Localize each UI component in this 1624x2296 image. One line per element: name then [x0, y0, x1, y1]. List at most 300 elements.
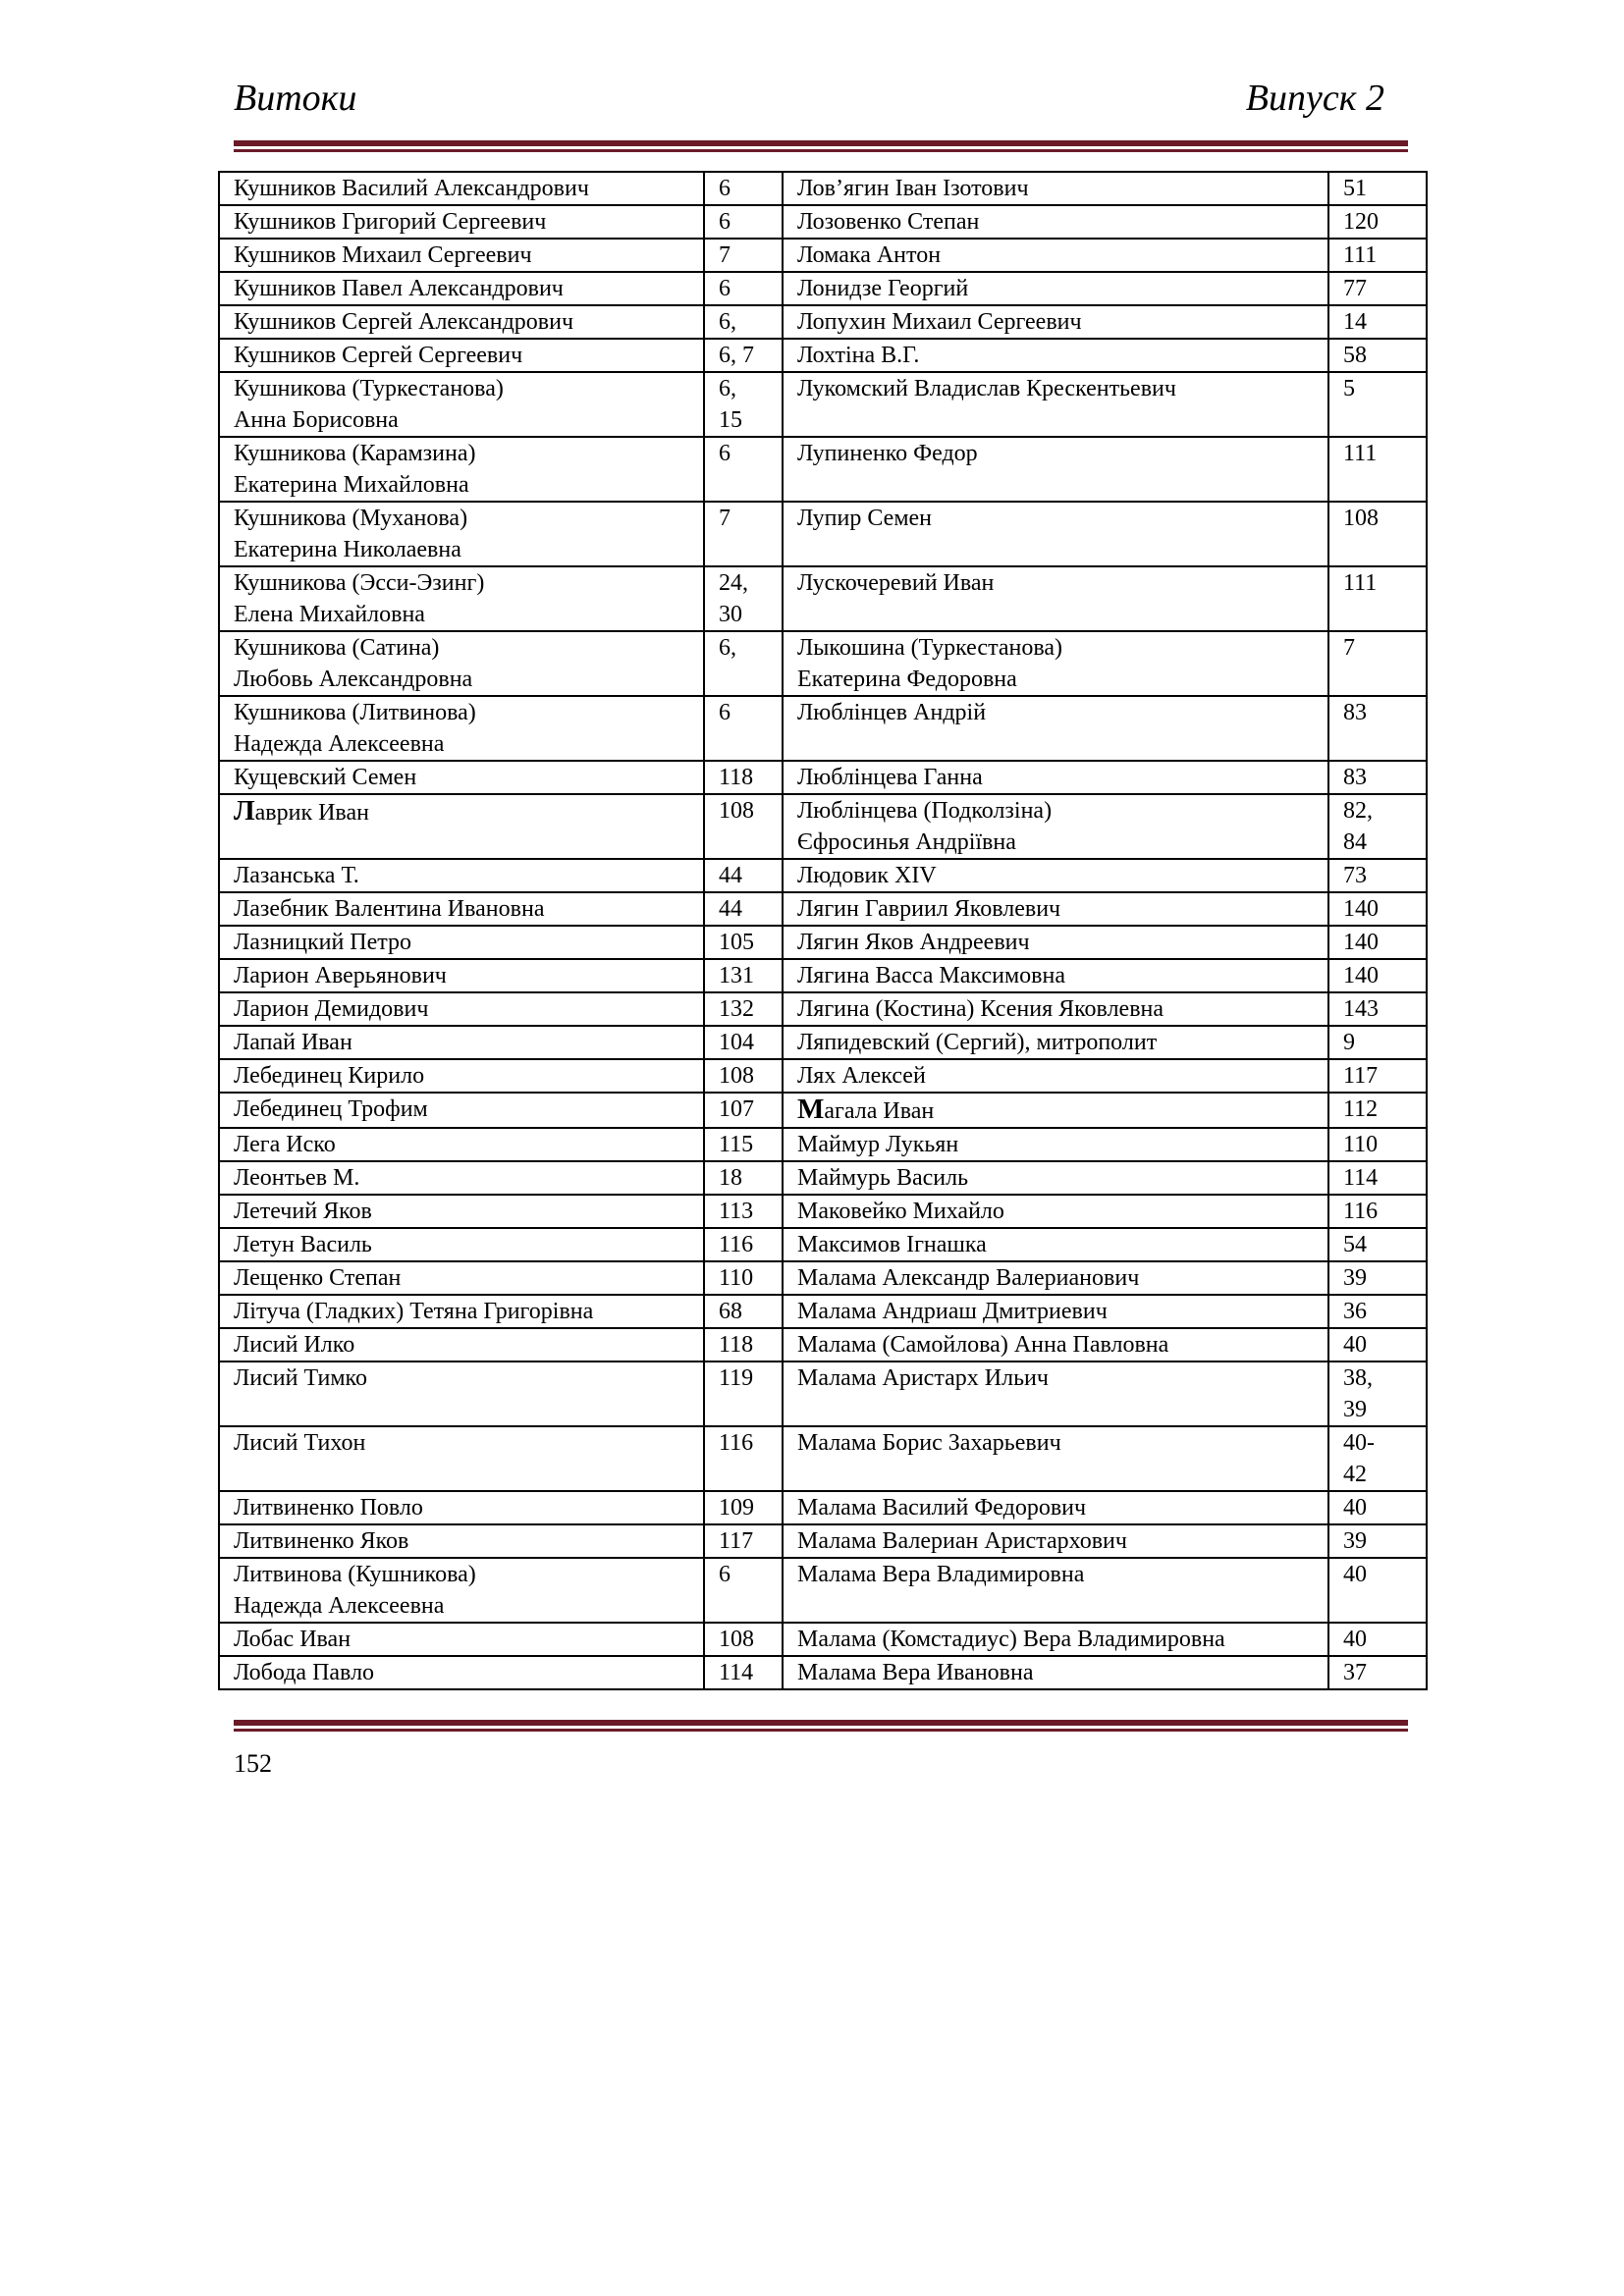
index-entry-pages	[1328, 1093, 1427, 1128]
index-entry-pages	[704, 1295, 783, 1328]
index-entry-name	[219, 892, 704, 926]
cell-text: Людовик XIV	[797, 863, 937, 888]
cell-text: Литвинова (Кушникова) Надежда Алексеевна	[234, 1562, 476, 1619]
cell-text: Лобас Иван	[234, 1627, 352, 1652]
index-entry-name	[783, 172, 1328, 205]
index-entry-name	[783, 1623, 1328, 1656]
table-row	[219, 1093, 1427, 1128]
cell-text: Лях Алексей	[797, 1063, 926, 1089]
index-entry-pages	[1328, 1261, 1427, 1295]
cell-text: Ларион Демидович	[234, 996, 429, 1022]
cell-text: Маковейко Михайло	[797, 1199, 1004, 1224]
index-entry-pages	[704, 1656, 783, 1689]
cell-text: 24, 30	[719, 570, 748, 627]
index-entry-pages	[1328, 1491, 1427, 1524]
index-entry-name	[783, 1161, 1328, 1195]
table-row	[219, 761, 1427, 794]
index-entry-name	[219, 272, 704, 305]
cell-text: 108	[719, 798, 754, 824]
index-entry-name	[783, 1228, 1328, 1261]
cell-text: 140	[1343, 963, 1379, 988]
index-entry-name	[219, 1295, 704, 1328]
index-entry-pages	[1328, 1558, 1427, 1623]
table-row	[219, 305, 1427, 339]
index-entry-name	[219, 502, 704, 566]
cell-text: 6	[719, 1562, 731, 1587]
cell-text: 6,	[719, 309, 736, 335]
index-entry-name	[219, 1656, 704, 1689]
cell-text: 132	[719, 996, 754, 1022]
index-entry-name	[783, 1558, 1328, 1623]
cell-text: 112	[1343, 1096, 1379, 1122]
index-entry-pages	[1328, 794, 1427, 859]
index-entry-pages	[704, 1093, 783, 1128]
cell-text: Лонидзе Георгий	[797, 276, 969, 301]
table-row	[219, 794, 1427, 859]
index-entry-name	[783, 205, 1328, 239]
index-entry-pages	[1328, 566, 1427, 631]
index-entry-pages	[1328, 959, 1427, 992]
index-entry-name	[783, 1026, 1328, 1059]
cell-text: 108	[719, 1627, 754, 1652]
table-row	[219, 892, 1427, 926]
index-entry-name	[783, 1491, 1328, 1524]
table-row	[219, 1026, 1427, 1059]
index-entry-pages	[1328, 1026, 1427, 1059]
cell-text: 40	[1343, 1332, 1367, 1358]
table-row	[219, 1558, 1427, 1623]
cell-text: 39	[1343, 1528, 1367, 1554]
index-entry-pages	[1328, 1195, 1427, 1228]
cell-text: 114	[719, 1660, 754, 1685]
cell-text: Малама Вера Ивановна	[797, 1660, 1034, 1685]
page-number: 152	[234, 1749, 272, 1778]
cell-text: Кушников Михаил Сергеевич	[234, 242, 532, 268]
cell-text: 7	[1343, 635, 1355, 661]
index-entry-name	[783, 761, 1328, 794]
index-entry-pages	[1328, 1161, 1427, 1195]
cell-text: Малама Валериан Аристархович	[797, 1528, 1127, 1554]
cell-text: Маймурь Василь	[797, 1165, 969, 1191]
cell-text: Лохтіна В.Г.	[797, 343, 920, 368]
cell-text: Кушников Сергей Александрович	[234, 309, 574, 335]
cell-text: 36	[1343, 1299, 1367, 1324]
cell-text: 40- 42	[1343, 1430, 1375, 1487]
name-index-table	[218, 171, 1428, 1690]
cell-text: 110	[719, 1265, 754, 1291]
cell-text: 115	[719, 1132, 754, 1157]
cell-text: 68	[719, 1299, 742, 1324]
cell-text: аврик Иван	[254, 800, 369, 826]
cell-text: Люблінцева (Подколзіна) Єфросинья Андріївна	[797, 798, 1053, 855]
cell-text: Кушникова (Муханова) Екатерина Николаевна	[234, 506, 468, 562]
index-entry-pages	[704, 1623, 783, 1656]
cell-text: Лапай Иван	[234, 1030, 352, 1055]
index-entry-name	[219, 631, 704, 696]
cell-text: Кушников Василий Александрович	[234, 176, 589, 201]
index-entry-pages	[704, 1228, 783, 1261]
cell-text: 82, 84	[1343, 798, 1373, 855]
header-divider	[234, 140, 1408, 152]
cell-text: Лебединец Кирило	[234, 1063, 425, 1089]
index-entry-name	[219, 205, 704, 239]
index-entry-pages	[704, 1524, 783, 1558]
index-entry-pages	[704, 696, 783, 761]
index-entry-pages	[1328, 239, 1427, 272]
index-entry-name	[219, 1161, 704, 1195]
running-header-title: Витоки	[234, 78, 357, 119]
index-entry-name	[783, 992, 1328, 1026]
table-row	[219, 1161, 1427, 1195]
index-entry-pages	[704, 631, 783, 696]
cell-text: Лещенко Степан	[234, 1265, 402, 1291]
index-entry-pages	[704, 1558, 783, 1623]
cell-text: 118	[719, 765, 754, 790]
cell-text: 9	[1343, 1030, 1355, 1055]
section-initial-letter: Л	[234, 795, 255, 827]
table-row	[219, 859, 1427, 892]
table-row	[219, 1128, 1427, 1161]
cell-text: 111	[1343, 441, 1378, 466]
cell-text: Кущевский Семен	[234, 765, 417, 790]
cell-text: Лега Иско	[234, 1132, 336, 1157]
index-entry-name	[219, 1524, 704, 1558]
cell-text: 108	[1343, 506, 1379, 531]
table-row	[219, 1059, 1427, 1093]
cell-text: Лукомский Владислав Крескентьевич	[797, 376, 1176, 401]
index-entry-name	[219, 926, 704, 959]
cell-text: Ляпидевский (Сергий), митрополит	[797, 1030, 1158, 1055]
cell-text: Кушников Павел Александрович	[234, 276, 564, 301]
table-row	[219, 1195, 1427, 1228]
cell-text: Лопухин Михаил Сергеевич	[797, 309, 1082, 335]
cell-text: Малама (Комстадиус) Вера Владимировна	[797, 1627, 1225, 1652]
cell-text: 105	[719, 930, 754, 955]
running-header-issue: Випуск 2	[1245, 78, 1384, 119]
cell-text: Лупиненко Федор	[797, 441, 978, 466]
cell-text: 109	[719, 1495, 754, 1521]
index-entry-name	[219, 1426, 704, 1491]
index-entry-pages	[704, 1026, 783, 1059]
cell-text: Літуча (Гладких) Тетяна Григорівна	[234, 1299, 594, 1324]
cell-text: агала Иван	[824, 1098, 935, 1124]
index-entry-pages	[704, 1195, 783, 1228]
index-entry-pages	[704, 502, 783, 566]
index-entry-pages	[704, 761, 783, 794]
index-entry-name	[783, 502, 1328, 566]
index-entry-pages	[1328, 1426, 1427, 1491]
index-entry-name	[783, 239, 1328, 272]
cell-text: Лобода Павло	[234, 1660, 375, 1685]
cell-text: 37	[1343, 1660, 1367, 1685]
table-row	[219, 1524, 1427, 1558]
table-row	[219, 1426, 1427, 1491]
cell-text: Максимов Ігнашка	[797, 1232, 987, 1257]
index-entry-name	[783, 1426, 1328, 1491]
cell-text: 113	[719, 1199, 754, 1224]
index-entry-pages	[1328, 892, 1427, 926]
index-entry-pages	[704, 1328, 783, 1362]
table-row	[219, 239, 1427, 272]
index-entry-name	[219, 1093, 704, 1128]
index-entry-pages	[704, 1261, 783, 1295]
index-entry-pages	[1328, 1623, 1427, 1656]
cell-text: 39	[1343, 1265, 1367, 1291]
cell-text: 131	[719, 963, 754, 988]
index-entry-pages	[1328, 305, 1427, 339]
cell-text: 73	[1343, 863, 1367, 888]
index-entry-pages	[1328, 339, 1427, 372]
index-entry-name	[219, 1195, 704, 1228]
cell-text: Лазанська Т.	[234, 863, 359, 888]
index-entry-pages	[1328, 205, 1427, 239]
cell-text: Малама Александр Валерианович	[797, 1265, 1140, 1291]
cell-text: Лисий Тихон	[234, 1430, 366, 1456]
table-row	[219, 566, 1427, 631]
section-initial-letter: М	[797, 1094, 825, 1125]
index-entry-name	[783, 794, 1328, 859]
index-entry-name	[783, 892, 1328, 926]
table-row	[219, 502, 1427, 566]
index-entry-name	[219, 1228, 704, 1261]
table-row	[219, 172, 1427, 205]
cell-text: 40	[1343, 1627, 1367, 1652]
cell-text: 119	[719, 1365, 754, 1391]
cell-text: 6, 15	[719, 376, 742, 433]
index-entry-pages	[1328, 696, 1427, 761]
index-entry-name	[783, 1524, 1328, 1558]
cell-text: 117	[719, 1528, 754, 1554]
index-entry-pages	[1328, 1228, 1427, 1261]
cell-text: 111	[1343, 242, 1378, 268]
index-entry-pages	[704, 1128, 783, 1161]
index-entry-pages	[1328, 172, 1427, 205]
index-entry-name	[783, 305, 1328, 339]
index-entry-name	[783, 1128, 1328, 1161]
index-entry-name	[783, 437, 1328, 502]
cell-text: Малама Борис Захарьевич	[797, 1430, 1061, 1456]
index-entry-pages	[704, 1059, 783, 1093]
index-entry-name	[783, 339, 1328, 372]
cell-text: Лисий Тимко	[234, 1365, 367, 1391]
cell-text: Кушников Григорий Сергеевич	[234, 209, 547, 235]
cell-text: 58	[1343, 343, 1367, 368]
table-row	[219, 1228, 1427, 1261]
cell-text: 6, 7	[719, 343, 754, 368]
index-entry-pages	[1328, 1059, 1427, 1093]
cell-text: Лозовенко Степан	[797, 209, 980, 235]
cell-text: Малама (Самойлова) Анна Павловна	[797, 1332, 1169, 1358]
index-entry-name	[783, 859, 1328, 892]
index-entry-name	[783, 566, 1328, 631]
table-row	[219, 992, 1427, 1026]
cell-text: 18	[719, 1165, 742, 1191]
cell-text: Малама Андриаш Дмитриевич	[797, 1299, 1108, 1324]
cell-text: Кушникова (Литвинова) Надежда Алексеевна	[234, 700, 476, 757]
index-entry-pages	[1328, 1524, 1427, 1558]
table-row	[219, 1623, 1427, 1656]
index-entry-name	[219, 992, 704, 1026]
index-entry-name	[783, 372, 1328, 437]
footer-divider	[234, 1720, 1408, 1732]
index-entry-name	[219, 959, 704, 992]
index-entry-pages	[704, 1426, 783, 1491]
index-entry-name	[219, 172, 704, 205]
index-entry-name	[219, 1026, 704, 1059]
cell-text: Лыкошина (Туркестанова) Екатерина Федоровна	[797, 635, 1063, 692]
cell-text: 6	[719, 700, 731, 725]
index-entry-pages	[704, 1161, 783, 1195]
cell-text: 44	[719, 863, 742, 888]
index-entry-name	[219, 761, 704, 794]
index-entry-pages	[1328, 502, 1427, 566]
index-entry-pages	[1328, 926, 1427, 959]
index-entry-name	[219, 437, 704, 502]
index-entry-name	[219, 1128, 704, 1161]
index-entry-pages	[704, 339, 783, 372]
index-entry-name	[783, 1261, 1328, 1295]
table-row	[219, 205, 1427, 239]
index-entry-name	[219, 305, 704, 339]
index-entry-pages	[704, 172, 783, 205]
index-entry-pages	[1328, 1656, 1427, 1689]
cell-text: 77	[1343, 276, 1367, 301]
index-entry-pages	[704, 959, 783, 992]
cell-text: 6	[719, 176, 731, 201]
cell-text: 5	[1343, 376, 1355, 401]
cell-text: 118	[719, 1332, 754, 1358]
index-entry-name	[783, 1328, 1328, 1362]
cell-text: 104	[719, 1030, 754, 1055]
cell-text: Лускочеревий Иван	[797, 570, 995, 596]
cell-text: Малама Вера Владимировна	[797, 1562, 1085, 1587]
index-entry-pages	[1328, 272, 1427, 305]
cell-text: Ларион Аверьянович	[234, 963, 447, 988]
index-entry-pages	[704, 992, 783, 1026]
cell-text: 143	[1343, 996, 1379, 1022]
cell-text: Литвиненко Повло	[234, 1495, 423, 1521]
index-entry-pages	[1328, 761, 1427, 794]
index-entry-pages	[704, 892, 783, 926]
table-row	[219, 372, 1427, 437]
cell-text: 140	[1343, 930, 1379, 955]
index-entry-name	[783, 959, 1328, 992]
index-entry-pages	[704, 272, 783, 305]
table-row	[219, 1656, 1427, 1689]
cell-text: 83	[1343, 700, 1367, 725]
index-entry-pages	[704, 566, 783, 631]
cell-text: Лазебник Валентина Ивановна	[234, 896, 545, 922]
index-entry-name	[219, 859, 704, 892]
table-row	[219, 631, 1427, 696]
index-entry-name	[219, 372, 704, 437]
index-entry-pages	[1328, 437, 1427, 502]
cell-text: Лягин Гавриил Яковлевич	[797, 896, 1061, 922]
cell-text: Лисий Илко	[234, 1332, 355, 1358]
index-entry-pages	[704, 239, 783, 272]
cell-text: 44	[719, 896, 742, 922]
index-entry-name	[783, 1362, 1328, 1426]
index-entry-name	[219, 1261, 704, 1295]
index-entry-pages	[704, 372, 783, 437]
cell-text: 116	[719, 1430, 754, 1456]
index-entry-pages	[1328, 372, 1427, 437]
cell-text: Лебединец Трофим	[234, 1096, 428, 1122]
cell-text: Кушникова (Туркестанова) Анна Борисовна	[234, 376, 504, 433]
cell-text: Кушникова (Карамзина) Екатерина Михайловна	[234, 441, 476, 498]
cell-text: 116	[1343, 1199, 1379, 1224]
cell-text: Кушников Сергей Сергеевич	[234, 343, 523, 368]
index-entry-name	[219, 1623, 704, 1656]
index-entry-pages	[704, 1362, 783, 1426]
index-entry-name	[219, 1558, 704, 1623]
index-entry-pages	[1328, 631, 1427, 696]
cell-text: Летун Василь	[234, 1232, 372, 1257]
cell-text: 110	[1343, 1132, 1379, 1157]
index-entry-name	[219, 696, 704, 761]
index-entry-pages	[704, 305, 783, 339]
cell-text: Маймур Лукьян	[797, 1132, 959, 1157]
index-entry-name	[783, 696, 1328, 761]
index-entry-name	[783, 1093, 1328, 1128]
cell-text: Литвиненко Яков	[234, 1528, 409, 1554]
table-row	[219, 437, 1427, 502]
cell-text: 140	[1343, 896, 1379, 922]
cell-text: 117	[1343, 1063, 1379, 1089]
table-row	[219, 1491, 1427, 1524]
index-entry-pages	[704, 794, 783, 859]
index-entry-name	[783, 1059, 1328, 1093]
index-entry-name	[783, 1195, 1328, 1228]
cell-text: 38, 39	[1343, 1365, 1373, 1422]
cell-text: 6	[719, 276, 731, 301]
cell-text: 51	[1343, 176, 1367, 201]
index-entry-pages	[704, 926, 783, 959]
cell-text: 83	[1343, 765, 1367, 790]
index-entry-name	[219, 794, 704, 859]
index-entry-name	[219, 1362, 704, 1426]
cell-text: 108	[719, 1063, 754, 1089]
index-entry-pages	[704, 205, 783, 239]
index-entry-name	[783, 272, 1328, 305]
table-row	[219, 1295, 1427, 1328]
cell-text: Летечий Яков	[234, 1199, 372, 1224]
cell-text: 6,	[719, 635, 736, 661]
cell-text: Люблінцева Ганна	[797, 765, 983, 790]
index-entry-pages	[1328, 1128, 1427, 1161]
cell-text: Лягин Яков Андреевич	[797, 930, 1030, 955]
cell-text: Кушникова (Эсси-Эзинг) Елена Михайловна	[234, 570, 485, 627]
cell-text: Люблінцев Андрій	[797, 700, 987, 725]
cell-text: 6	[719, 441, 731, 466]
table-row	[219, 1261, 1427, 1295]
index-entry-name	[783, 1295, 1328, 1328]
table-row	[219, 1328, 1427, 1362]
cell-text: 7	[719, 506, 731, 531]
cell-text: 111	[1343, 570, 1378, 596]
cell-text: Малама Аристарх Ильич	[797, 1365, 1049, 1391]
index-entry-pages	[1328, 992, 1427, 1026]
cell-text: 114	[1343, 1165, 1379, 1191]
index-entry-name	[219, 1328, 704, 1362]
cell-text: 54	[1343, 1232, 1367, 1257]
index-entry-name	[219, 239, 704, 272]
cell-text: 107	[719, 1096, 754, 1122]
cell-text: Лупир Семен	[797, 506, 933, 531]
index-entry-pages	[704, 1491, 783, 1524]
cell-text: Малама Василий Федорович	[797, 1495, 1087, 1521]
table-row	[219, 1362, 1427, 1426]
